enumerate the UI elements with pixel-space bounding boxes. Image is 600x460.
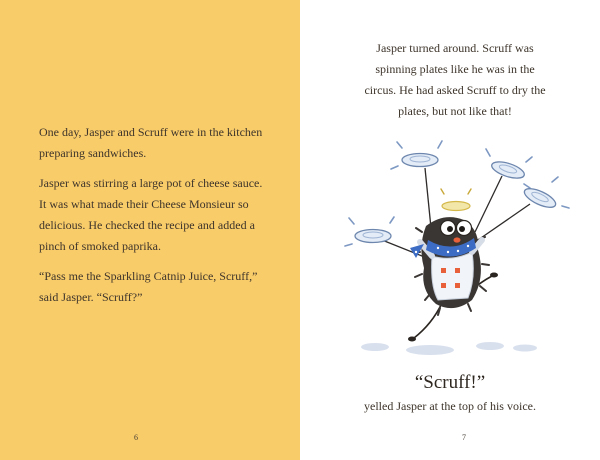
page-number-right: 7 (462, 433, 466, 442)
page-number-left: 6 (134, 433, 138, 442)
plate-icon (475, 149, 532, 232)
scruff-spinning-plates-illustration (340, 128, 570, 360)
exclamation: “Scruff!” (414, 372, 486, 393)
paragraph: Jasper was stirring a large pot of cheese sauce. It was what made their Cheese Monsieur so delicious. He checked the recipe and added a pinch of smoked paprika. (39, 176, 263, 253)
paragraph: “Pass me the Sparkling Catnip Juice, Scruff,” said Jasper. “Scruff?” (39, 269, 258, 304)
plate-icon (478, 177, 569, 240)
floor-shadow (361, 342, 537, 355)
plate-icon (441, 189, 471, 211)
paragraph: One day, Jasper and Scruff were in the kitchen preparing sandwiches. (39, 125, 263, 160)
right-page (300, 0, 600, 460)
left-page-text (39, 122, 269, 317)
right-page-text: Jasper turned around. Scruff was spinning plates like he was in the circus. He had asked Scruff to dry the plates, but not like that! (364, 41, 546, 118)
exclamation-subtext: yelled Jasper at the top of his voice. (364, 399, 536, 413)
plate-icon (345, 217, 432, 260)
